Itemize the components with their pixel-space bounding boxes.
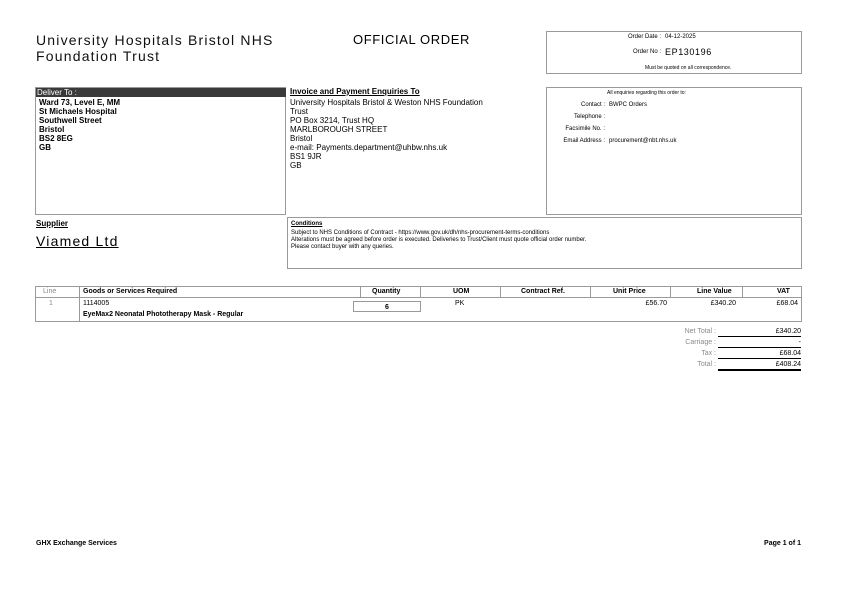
row-line-value: £340.20 bbox=[710, 300, 736, 307]
deliver-to-line: St Michaels Hospital bbox=[39, 107, 117, 116]
deliver-to-line: BS2 8EG bbox=[39, 134, 73, 143]
col-line-value: Line Value bbox=[697, 288, 732, 295]
col-goods: Goods or Services Required bbox=[83, 288, 178, 295]
order-date-value: 04-12-2025 bbox=[665, 34, 696, 40]
deliver-to-box bbox=[35, 87, 286, 215]
carriage-value: - bbox=[718, 339, 801, 348]
condition-line: Please contact buyer with any queries. bbox=[291, 244, 394, 250]
deliver-to-label: Deliver To : bbox=[36, 88, 286, 97]
enquiries-box bbox=[546, 87, 802, 215]
condition-line: Alterations must be agreed before order is executed. Deliveries to Trust/Client must quote official order number. bbox=[291, 237, 587, 243]
organisation-name bbox=[36, 32, 274, 64]
invoice-address-line: PO Box 3214, Trust HQ bbox=[290, 116, 375, 125]
telephone-label: Telephone : bbox=[573, 114, 605, 120]
deliver-to-line: GB bbox=[39, 143, 51, 152]
row-uom: PK bbox=[455, 300, 465, 307]
footer-left: GHX Exchange Services bbox=[36, 540, 117, 547]
organisation-name-line2: Foundation Trust bbox=[36, 48, 161, 64]
net-total-label: Net Total : bbox=[684, 328, 716, 335]
order-no-value: EP130196 bbox=[665, 47, 712, 57]
row-quantity-box bbox=[353, 301, 421, 312]
row-quantity: 6 bbox=[385, 304, 389, 311]
invoice-address-line: Trust bbox=[290, 107, 308, 116]
deliver-to-line: Bristol bbox=[39, 125, 65, 134]
order-no-label: Order No : bbox=[632, 49, 661, 55]
invoice-address bbox=[290, 98, 483, 170]
invoice-address-line: MARLBOROUGH STREET bbox=[290, 125, 388, 134]
invoice-box bbox=[287, 87, 546, 215]
organisation-name-line1: University Hospitals Bristol NHS bbox=[36, 32, 274, 48]
total-value: £408.24 bbox=[718, 361, 801, 371]
contact-value: BWPC Orders bbox=[609, 102, 648, 108]
col-uom: UOM bbox=[453, 288, 470, 295]
order-info-box bbox=[546, 31, 802, 74]
email-label: Email Address : bbox=[563, 138, 605, 144]
table-row bbox=[35, 299, 801, 321]
row-vat: £68.04 bbox=[776, 300, 798, 307]
footer-page-number: Page 1 of 1 bbox=[764, 540, 801, 547]
col-vat: VAT bbox=[777, 288, 790, 295]
contact-label: Contact : bbox=[580, 102, 605, 108]
quote-note: Must be quoted on all correspondence. bbox=[645, 65, 732, 71]
col-line: Line bbox=[43, 288, 57, 295]
enquiries-note: All enquiries regarding this order to: bbox=[607, 90, 686, 96]
tax-label: Tax : bbox=[701, 350, 716, 357]
fax-label: Facsimile No. : bbox=[565, 126, 605, 132]
invoice-address-line: Bristol bbox=[290, 134, 313, 143]
deliver-to-line: Ward 73, Level E, MM bbox=[39, 98, 121, 107]
row-unit-price: £56.70 bbox=[645, 300, 667, 307]
col-quantity: Quantity bbox=[372, 288, 401, 295]
col-contract-ref: Contract Ref. bbox=[521, 288, 565, 295]
net-total-value: £340.20 bbox=[718, 328, 801, 337]
row-line-number: 1 bbox=[49, 300, 53, 307]
email-value: procurement@nbt.nhs.uk bbox=[609, 138, 677, 144]
row-item-description: EyeMax2 Neonatal Phototherapy Mask - Regular bbox=[83, 311, 244, 318]
conditions-text bbox=[291, 230, 586, 251]
tax-value: £68.04 bbox=[718, 350, 801, 359]
deliver-to-line: Southwell Street bbox=[39, 116, 102, 125]
order-date-label: Order Date : bbox=[627, 34, 661, 40]
total-label: Total : bbox=[697, 361, 716, 368]
col-unit-price: Unit Price bbox=[613, 288, 646, 295]
supplier-label: Supplier bbox=[36, 219, 69, 228]
deliver-to-address bbox=[39, 98, 120, 152]
conditions-label: Conditions bbox=[291, 221, 323, 227]
invoice-label: Invoice and Payment Enquiries To bbox=[290, 87, 420, 96]
condition-line: Subject to NHS Conditions of Contract - https://www.gov.uk/dh/nhs-procurement-terms-conditions bbox=[291, 230, 550, 236]
supplier-name: Viamed Ltd bbox=[36, 233, 119, 249]
invoice-address-line: e-mail: Payments.department@uhbw.nhs.uk bbox=[290, 143, 448, 152]
invoice-address-line: GB bbox=[290, 161, 302, 170]
document-title: OFFICIAL ORDER bbox=[353, 32, 470, 47]
carriage-label: Carriage : bbox=[685, 339, 716, 346]
invoice-address-line: BS1 9JR bbox=[290, 152, 322, 161]
conditions-box bbox=[287, 217, 802, 269]
row-item-code: 1114005 bbox=[83, 300, 110, 307]
table-header-row bbox=[35, 287, 801, 297]
invoice-address-line: University Hospitals Bristol & Weston NHS Foundation bbox=[290, 98, 483, 107]
